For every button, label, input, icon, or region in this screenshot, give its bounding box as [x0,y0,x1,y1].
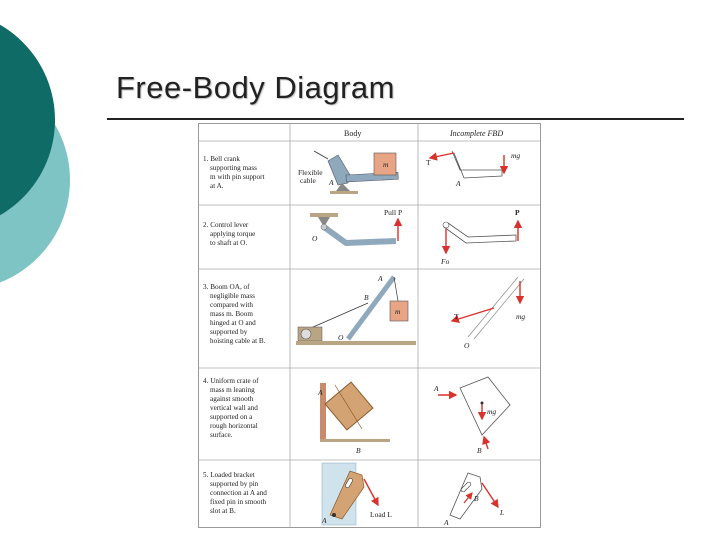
svg-text:surface.: surface. [210,431,233,439]
svg-text:T: T [426,158,431,167]
svg-text:supporting mass: supporting mass [210,164,257,172]
svg-text:m: m [383,160,389,169]
svg-text:A: A [329,178,334,187]
svg-text:B: B [474,494,479,503]
svg-text:5. Loaded bracket: 5. Loaded bracket [203,471,255,479]
svg-text:Fo: Fo [441,257,450,266]
svg-text:negligible mass: negligible mass [210,292,255,300]
svg-text:O: O [312,234,318,243]
svg-text:A: A [434,384,439,393]
svg-text:supported on a: supported on a [210,413,253,421]
header-fbd: Incomplete FBD [450,129,504,138]
svg-text:O: O [464,341,470,350]
svg-text:mg: mg [487,407,497,416]
svg-text:Flexible: Flexible [298,168,323,177]
svg-text:m: m [395,307,401,316]
svg-text:T: T [454,312,459,321]
svg-text:m with pin support: m with pin support [210,173,265,181]
svg-text:to shaft at O.: to shaft at O. [210,239,248,247]
svg-text:3. Boom OA, of: 3. Boom OA, of [203,283,250,291]
svg-text:L: L [500,508,505,517]
fbd-table [198,123,541,528]
svg-text:at A.: at A. [210,182,224,190]
svg-text:O: O [338,333,344,342]
svg-text:Pull P: Pull P [384,208,403,217]
svg-text:2. Control lever: 2. Control lever [203,221,249,229]
svg-text:cable: cable [300,176,316,185]
svg-text:compared with: compared with [210,301,253,309]
svg-text:rough horizontal: rough horizontal [210,422,258,430]
svg-text:A: A [378,274,383,283]
svg-text:hinged at O and: hinged at O and [210,319,256,327]
svg-text:mg: mg [511,151,521,160]
row-4-description [203,377,259,439]
svg-text:applying torque: applying torque [210,230,256,238]
svg-text:Load L: Load L [370,510,392,519]
svg-text:4. Uniform crate of: 4. Uniform crate of [203,377,259,385]
svg-text:B: B [364,293,369,302]
svg-text:mass m. Boom: mass m. Boom [210,310,253,318]
svg-text:supported by pin: supported by pin [210,480,259,488]
svg-text:supported by: supported by [210,328,248,336]
svg-text:B: B [477,446,482,455]
svg-text:P: P [515,208,520,217]
svg-text:1. Bell crank: 1. Bell crank [203,155,240,163]
svg-text:A: A [318,388,323,397]
svg-text:A: A [456,179,461,188]
svg-text:B: B [356,446,361,455]
header-body: Body [344,129,362,138]
slide-title: Free-Body Diagram [116,70,395,105]
svg-text:hoisting cable at B.: hoisting cable at B. [210,337,266,345]
svg-text:A: A [322,516,327,525]
svg-text:mg: mg [516,312,526,321]
svg-text:mass m leaning: mass m leaning [210,386,255,394]
decorative-circles [0,0,120,300]
svg-text:against smooth: against smooth [210,395,254,403]
title-divider [107,118,684,120]
svg-text:A: A [444,518,449,527]
svg-text:fixed pin in smooth: fixed pin in smooth [210,498,267,506]
svg-text:slot at B.: slot at B. [210,507,236,515]
svg-text:vertical wall and: vertical wall and [210,404,258,412]
fbd-table-graphic [198,123,541,528]
svg-text:connection at A and: connection at A and [210,489,267,497]
